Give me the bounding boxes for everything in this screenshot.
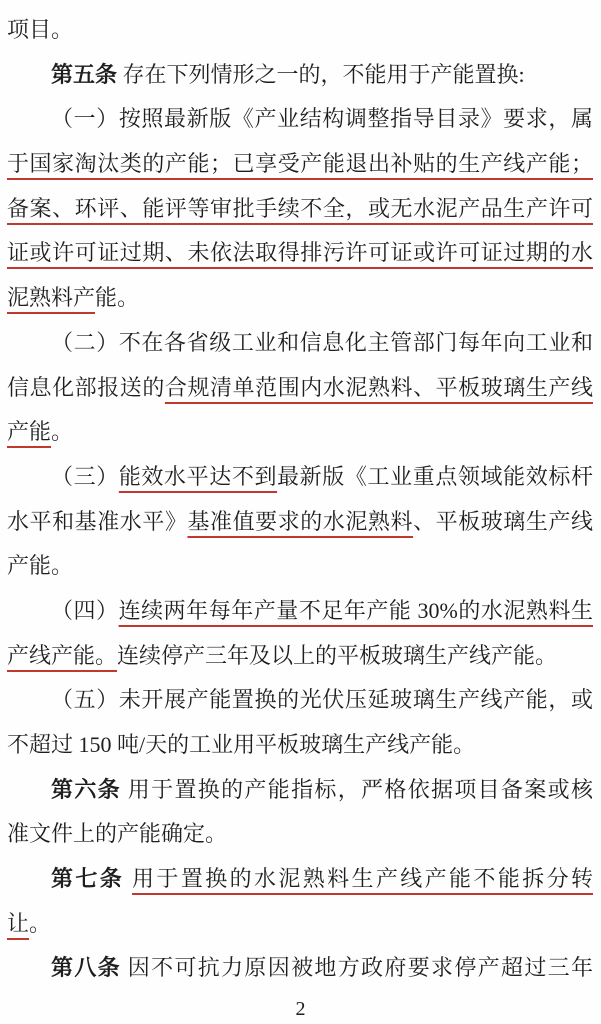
text-line [7, 946, 593, 991]
text-line [7, 53, 593, 98]
underlined-text: 于国家淘汰类的产能；已享受产能退出补贴的生产线产能； [7, 151, 593, 177]
text-line [7, 589, 593, 634]
text-segment: 用于置换的产能指标，严格依据项目备案或核 [120, 776, 593, 802]
text-line [7, 768, 593, 813]
underlined-text: 用于置换的水泥熟料生产线产能不能拆分转 [132, 866, 593, 892]
text-segment: （二）不在各省级工业和信息化主管部门每年向工业和 [51, 329, 593, 355]
text-line [7, 812, 593, 857]
underlined-text: 证或许可证过期、未依法取得排污许可证或许可证过期的水 [7, 240, 593, 266]
underlined-text: 产能 [7, 419, 52, 445]
document-body [7, 8, 593, 991]
text-segment: （三） [51, 463, 119, 489]
text-line [7, 142, 593, 187]
text-segment: （五）未开展产能置换的光伏压延玻璃生产线产能，或 [51, 687, 593, 713]
text-line [7, 902, 593, 947]
text-segment: 项目。 [7, 17, 74, 42]
text-line [7, 321, 593, 366]
underlined-text: 产线产能。 [7, 642, 118, 668]
text-segment: 连续停产三年及以上的平板玻璃生产线产能。 [117, 642, 558, 668]
text-segment: 信息化部报送的 [7, 374, 165, 400]
text-line [7, 187, 593, 232]
text-line [7, 410, 593, 455]
text-segment: 。 [29, 910, 52, 936]
underlined-text: 备案、环评、能评等审批手续不全，或无水泥产品生产许可 [7, 195, 593, 221]
text-segment: 。 [51, 419, 74, 445]
article-heading: 第七条 [51, 866, 125, 892]
page-number: 2 [295, 998, 306, 1020]
text-line [7, 723, 593, 768]
text-segment: （一）按照最新版《产业结构调整指导目录》要求，属 [51, 106, 593, 132]
text-line [7, 231, 593, 276]
text-line [7, 8, 593, 53]
text-segment: 存在下列情形之一的，不能用于产能置换: [117, 61, 525, 87]
text-line [7, 97, 593, 142]
underlined-text: 让 [7, 910, 30, 936]
underlined-text: 泥熟料产 [7, 285, 96, 311]
underlined-text: 基准值要求的水泥熟料 [187, 508, 414, 534]
text-segment: 产能。 [7, 553, 74, 579]
text-segment: 、平板玻璃生产线 [413, 508, 593, 534]
article-heading: 第八条 [51, 955, 121, 981]
text-segment [124, 866, 132, 891]
text-segment: 准文件上的产能确定。 [7, 821, 228, 847]
text-line [7, 500, 593, 545]
text-line [7, 544, 593, 589]
underlined-text: 合规清单范围内水泥熟料、平板玻璃生产线 [164, 374, 593, 400]
text-segment: 不超过 150 吨/天的工业用平板玻璃生产线产能。 [7, 732, 476, 757]
article-heading: 第五条 [51, 61, 118, 87]
text-line [7, 366, 593, 411]
text-segment: （四） [51, 597, 119, 623]
text-segment: 水平和基准水平》 [7, 508, 188, 534]
text-segment: 因不可抗力原因被地方政府要求停产超过三年 [120, 955, 593, 981]
text-line [7, 276, 593, 321]
text-line [7, 634, 593, 679]
text-line [7, 857, 593, 902]
underlined-text: 连续两年每年产量不足年产能 30%的水泥熟料生 [118, 597, 593, 623]
text-line [7, 455, 593, 500]
text-segment: 最新版《工业重点领域能效标杆 [277, 463, 593, 489]
article-heading: 第六条 [51, 776, 121, 802]
text-line [7, 678, 593, 723]
underlined-text: 能效水平达不到 [118, 463, 278, 489]
text-segment: 能。 [95, 285, 140, 311]
